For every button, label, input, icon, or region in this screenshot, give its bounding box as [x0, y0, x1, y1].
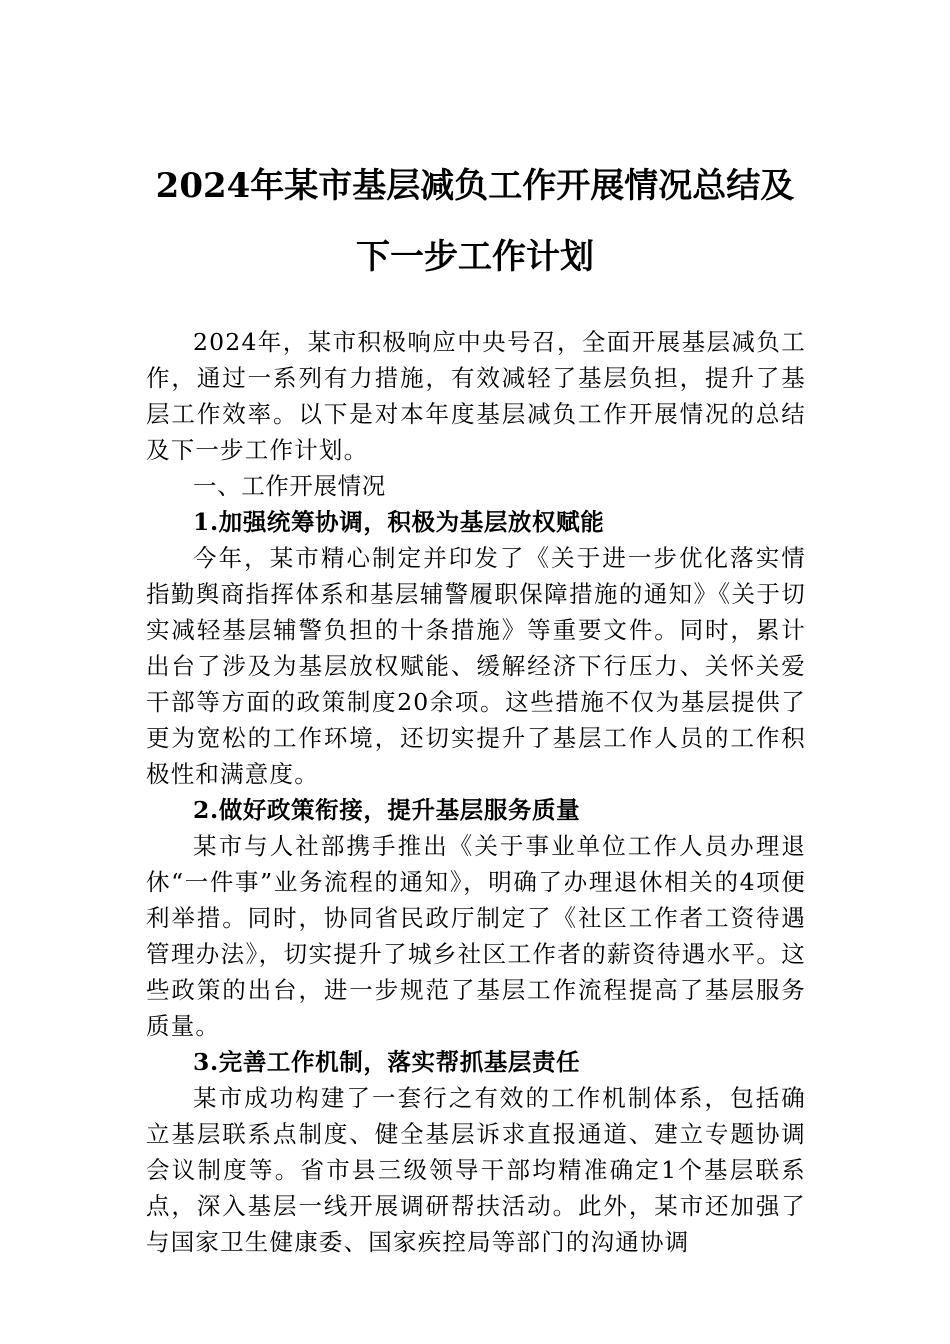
subsection-paragraph-3: 某市成功构建了一套行之有效的工作机制体系，包括确立基层联系点制度、健全基层诉求直报通道、建立专题协调会议制度等。省市县三级领导干部均精准确定1个基层联系点，深入基层一线开展调研帮扶活动。此外，某市还加强了与国家卫生健康委、国家疾控局等部门的沟通协调: [146, 1084, 806, 1256]
intro-paragraph: 2024年，某市积极响应中央号召，全面开展基层减负工作，通过一系列有力措施，有效减轻了基层负担，提升了基层工作效率。以下是对本年度基层减负工作开展情况的总结及下一步工作计划。: [146, 328, 806, 464]
subsection-paragraph-1: 今年，某市精心制定并印发了《关于进一步优化落实情指勤舆商指挥体系和基层辅警履职保障措施的通知》《关于切实减轻基层辅警负担的十条措施》等重要文件。同时，累计出台了涉及为基层放权赋能、缓解经济下行压力、关怀关爱干部等方面的政策制度20余项。这些措施不仅为基层提供了更为宽松的工作环境，还切实提升了基层工作人员的工作积极性和满意度。: [146, 544, 806, 788]
document-title-line-1: 2024年某市基层减负工作开展情况总结及: [155, 166, 795, 206]
subsection-heading-2: 2.做好政策衔接，提升基层服务质量: [193, 796, 581, 824]
subsection-heading-3: 3.完善工作机制，落实帮抓基层责任: [193, 1048, 581, 1076]
document-body: [146, 324, 806, 1260]
subsection-heading-1: 1.加强统筹协调，积极为基层放权赋能: [193, 508, 605, 536]
document-title-line-2: 下一步工作计划: [356, 237, 594, 277]
subsection-paragraph-2: 某市与人社部携手推出《关于事业单位工作人员办理退休“一件事”业务流程的通知》，明确了办理退休相关的4项便利举措。同时，协同省民政厅制定了《社区工作者工资待遇管理办法》，切实提升了城乡社区工作者的薪资待遇水平。这些政策的出台，进一步规范了基层工作流程提高了基层服务质量。: [146, 832, 806, 1040]
section-heading-1: 一、工作开展情况: [193, 472, 386, 500]
